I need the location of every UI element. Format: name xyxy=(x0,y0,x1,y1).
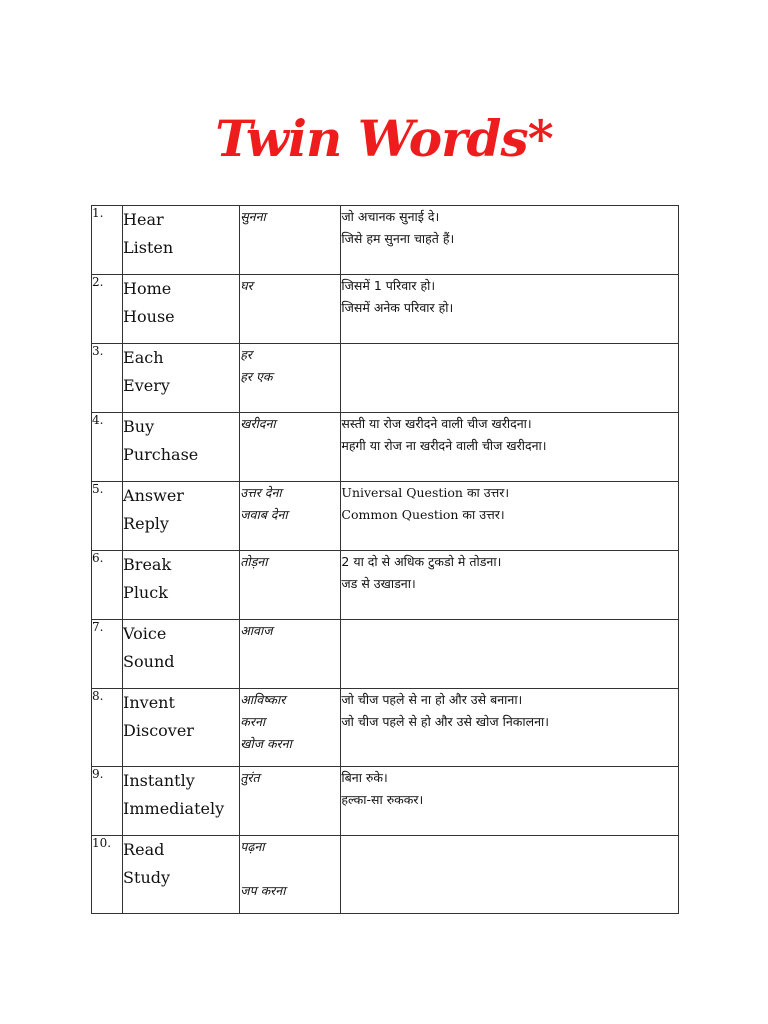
english-word: Instantly xyxy=(123,771,195,790)
table-row xyxy=(92,551,679,620)
english-word: Buy xyxy=(123,417,155,436)
meaning-cell xyxy=(341,689,679,767)
meaning-line: Common Question का उत्तर। xyxy=(341,507,505,522)
english-words-cell xyxy=(123,767,240,836)
meaning-line: Universal Question का उत्तर। xyxy=(341,485,510,500)
meaning-cell xyxy=(341,620,679,689)
hindi-word: आविष्कार xyxy=(240,692,286,707)
english-word: Reply xyxy=(123,513,169,533)
row-number: 9. xyxy=(92,767,123,836)
meaning-line: जो चीज पहले से हो और उसे खोज निकालना। xyxy=(341,714,550,729)
row-number: 3. xyxy=(92,344,123,413)
english-words-cell xyxy=(123,836,240,914)
table-row xyxy=(92,275,679,344)
hindi-translation-cell xyxy=(240,551,341,620)
meaning-line: जिसमें 1 परिवार हो। xyxy=(341,278,436,293)
table-row xyxy=(92,413,679,482)
english-word: Home xyxy=(123,279,172,298)
hindi-word: उत्तर देना xyxy=(240,485,282,500)
hindi-word: पढ़ना xyxy=(240,839,265,854)
english-word: Immediately xyxy=(123,798,225,818)
hindi-word: घर xyxy=(240,278,253,293)
hindi-word: खोज करना xyxy=(240,736,292,751)
english-word: Each xyxy=(123,348,164,367)
table-row xyxy=(92,344,679,413)
english-word: Answer xyxy=(123,486,184,505)
row-number: 10. xyxy=(92,836,123,914)
english-word: Invent xyxy=(123,693,175,712)
english-words-cell xyxy=(123,482,240,551)
english-word: Break xyxy=(123,555,172,574)
row-number: 7. xyxy=(92,620,123,689)
english-word: Study xyxy=(123,867,171,887)
english-word: Hear xyxy=(123,210,164,229)
meaning-cell xyxy=(341,413,679,482)
hindi-translation-cell xyxy=(240,767,341,836)
hindi-word: जप करना xyxy=(240,883,286,898)
hindi-translation-cell xyxy=(240,689,341,767)
table-row xyxy=(92,206,679,275)
hindi-word: सुनना xyxy=(240,209,266,224)
hindi-word: हर एक xyxy=(240,369,273,384)
meaning-cell xyxy=(341,767,679,836)
table-row xyxy=(92,836,679,914)
meaning-cell xyxy=(341,275,679,344)
hindi-word: आवाज xyxy=(240,623,273,638)
english-word: Purchase xyxy=(123,444,199,464)
meaning-line: हल्का-सा रुककर। xyxy=(341,792,424,807)
meaning-line: जिसे हम सुनना चाहते हैं। xyxy=(341,231,455,246)
row-number: 6. xyxy=(92,551,123,620)
hindi-translation-cell xyxy=(240,413,341,482)
hindi-translation-cell xyxy=(240,206,341,275)
meaning-line: जड से उखाडना। xyxy=(341,576,416,591)
row-number: 1. xyxy=(92,206,123,275)
meaning-cell xyxy=(341,551,679,620)
meaning-cell xyxy=(341,482,679,551)
english-word: Read xyxy=(123,840,165,859)
hindi-translation-cell xyxy=(240,482,341,551)
hindi-word: करना xyxy=(240,714,266,729)
meaning-line: सस्ती या रोज खरीदने वाली चीज खरीदना। xyxy=(341,416,532,431)
hindi-translation-cell xyxy=(240,836,341,914)
english-word: House xyxy=(123,306,175,326)
row-number: 4. xyxy=(92,413,123,482)
english-word: Sound xyxy=(123,651,175,671)
table-row xyxy=(92,689,679,767)
hindi-word: खरीदना xyxy=(240,416,276,431)
hindi-word: जवाब देना xyxy=(240,507,288,522)
row-number: 8. xyxy=(92,689,123,767)
english-word: Pluck xyxy=(123,582,168,602)
meaning-line: जो चीज पहले से ना हो और उसे बनाना। xyxy=(341,692,523,707)
table-row xyxy=(92,767,679,836)
meaning-cell xyxy=(341,206,679,275)
table-row xyxy=(92,620,679,689)
meaning-line: जिसमें अनेक परिवार हो। xyxy=(341,300,454,315)
english-word: Every xyxy=(123,375,170,395)
row-number: 2. xyxy=(92,275,123,344)
hindi-word: हर xyxy=(240,347,252,362)
english-words-cell xyxy=(123,344,240,413)
table-row xyxy=(92,482,679,551)
english-word: Listen xyxy=(123,237,174,257)
page-title: Twin Words* xyxy=(215,109,553,168)
english-words-cell xyxy=(123,413,240,482)
hindi-translation-cell xyxy=(240,344,341,413)
english-words-cell xyxy=(123,620,240,689)
meaning-cell xyxy=(341,836,679,914)
english-words-cell xyxy=(123,551,240,620)
twin-words-table xyxy=(91,205,679,914)
meaning-line: महगी या रोज ना खरीदने वाली चीज खरीदना। xyxy=(341,438,547,453)
hindi-translation-cell xyxy=(240,620,341,689)
hindi-word: तोड़ना xyxy=(240,554,268,569)
meaning-line: बिना रुके। xyxy=(341,770,388,785)
english-words-cell xyxy=(123,275,240,344)
meaning-line: 2 या दो से अधिक टुकडो मे तोडना। xyxy=(341,554,502,569)
english-words-cell xyxy=(123,689,240,767)
meaning-cell xyxy=(341,344,679,413)
english-words-cell xyxy=(123,206,240,275)
hindi-word: तुरंत xyxy=(240,770,260,785)
meaning-line: जो अचानक सुनाई दे। xyxy=(341,209,440,224)
hindi-translation-cell xyxy=(240,275,341,344)
english-word: Discover xyxy=(123,720,194,740)
row-number: 5. xyxy=(92,482,123,551)
english-word: Voice xyxy=(123,624,167,643)
